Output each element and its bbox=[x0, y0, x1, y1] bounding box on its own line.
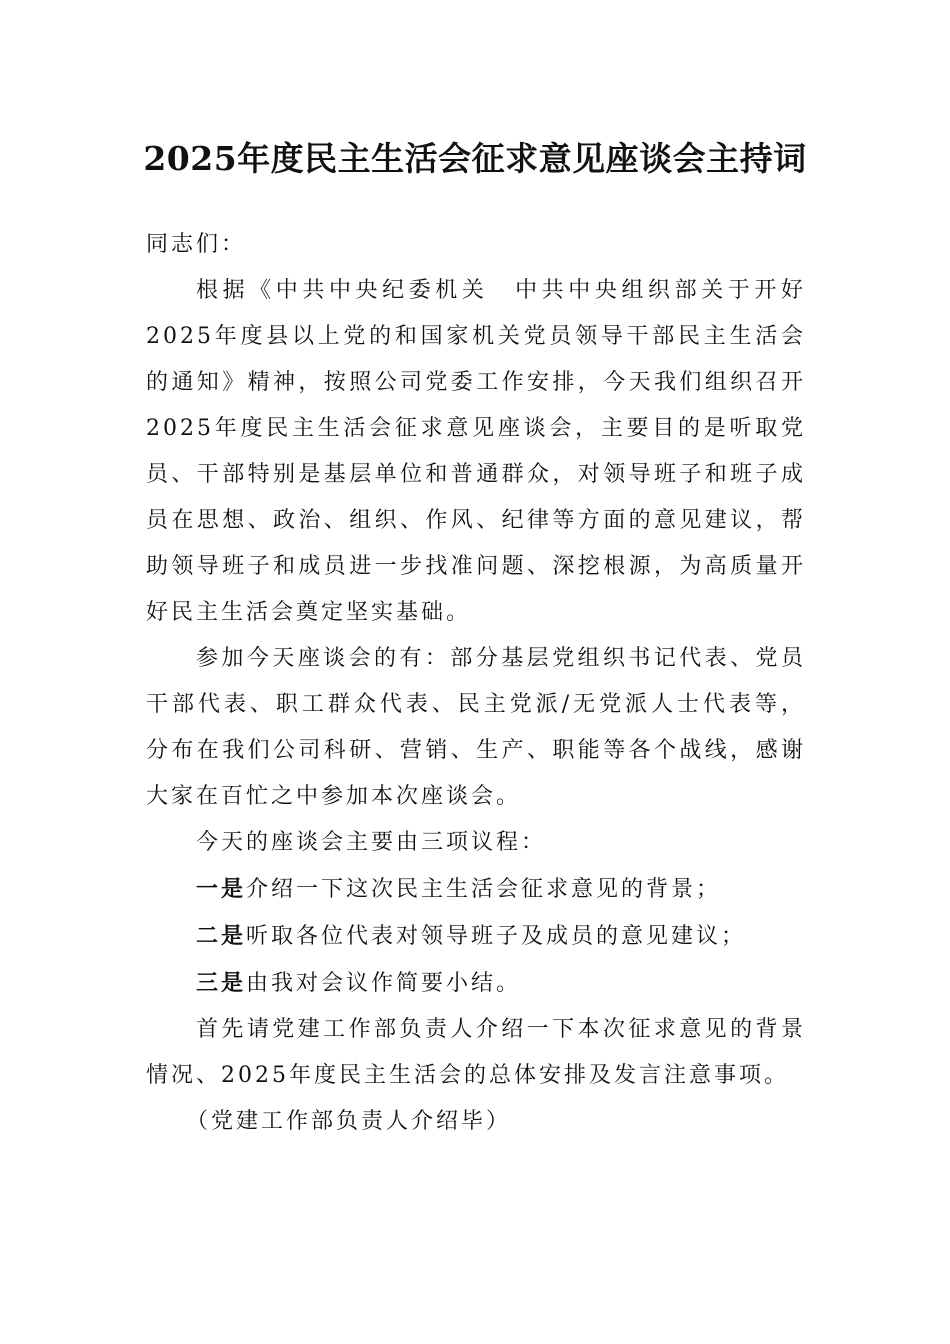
agenda-item-label: 一是 bbox=[196, 876, 247, 902]
stage-note: （党建工作部负责人介绍毕） bbox=[186, 1109, 512, 1134]
salutation: 同志们： bbox=[146, 232, 247, 257]
agenda-item-text: 听取各位代表对领导班子及成员的意见建议； bbox=[246, 924, 747, 949]
agenda-item-label: 三是 bbox=[196, 970, 247, 996]
paragraph-closing: 首先请党建工作部负责人介绍一下本次征求意见的背景情况、2025年度民主生活会的总体安排及发言注意事项。 bbox=[146, 1017, 806, 1088]
paragraph-agenda-intro: 今天的座谈会主要由三项议程： bbox=[196, 830, 547, 855]
agenda-item bbox=[146, 960, 806, 1007]
document-body bbox=[146, 222, 806, 1145]
agenda-item-label: 二是 bbox=[196, 923, 247, 949]
agenda-item-text: 介绍一下这次民主生活会征求意见的背景； bbox=[246, 877, 722, 902]
agenda-item bbox=[146, 913, 806, 960]
agenda-item-text: 由我对会议作简要小结。 bbox=[246, 971, 522, 996]
paragraph-attendees: 参加今天座谈会的有：部分基层党组织书记代表、党员干部代表、职工群众代表、民主党派/无党派人士代表等，分布在我们公司科研、营销、生产、职能等各个战线，感谢大家在百忙之中参加本次座谈会。 bbox=[146, 646, 806, 809]
paragraph-background: 根据《中共中央纪委机关 中共中央组织部关于开好2025年度县以上党的和国家机关党员领导干部民主生活会的通知》精神，按照公司党委工作安排，今天我们组织召开2025年度民主生活会征求意见座谈会，主要目的是听取党员、干部特别是基层单位和普通群众，对领导班子和班子成员在思想、政治、组织、作风、纪律等方面的意见建议，帮助领导班子和成员进一步找准问题、深挖根源，为高质量开好民主生活会奠定坚实基础。 bbox=[146, 278, 806, 625]
document-title: 2025年度民主生活会征求意见座谈会主持词 bbox=[143, 139, 807, 179]
agenda-item bbox=[146, 866, 806, 913]
